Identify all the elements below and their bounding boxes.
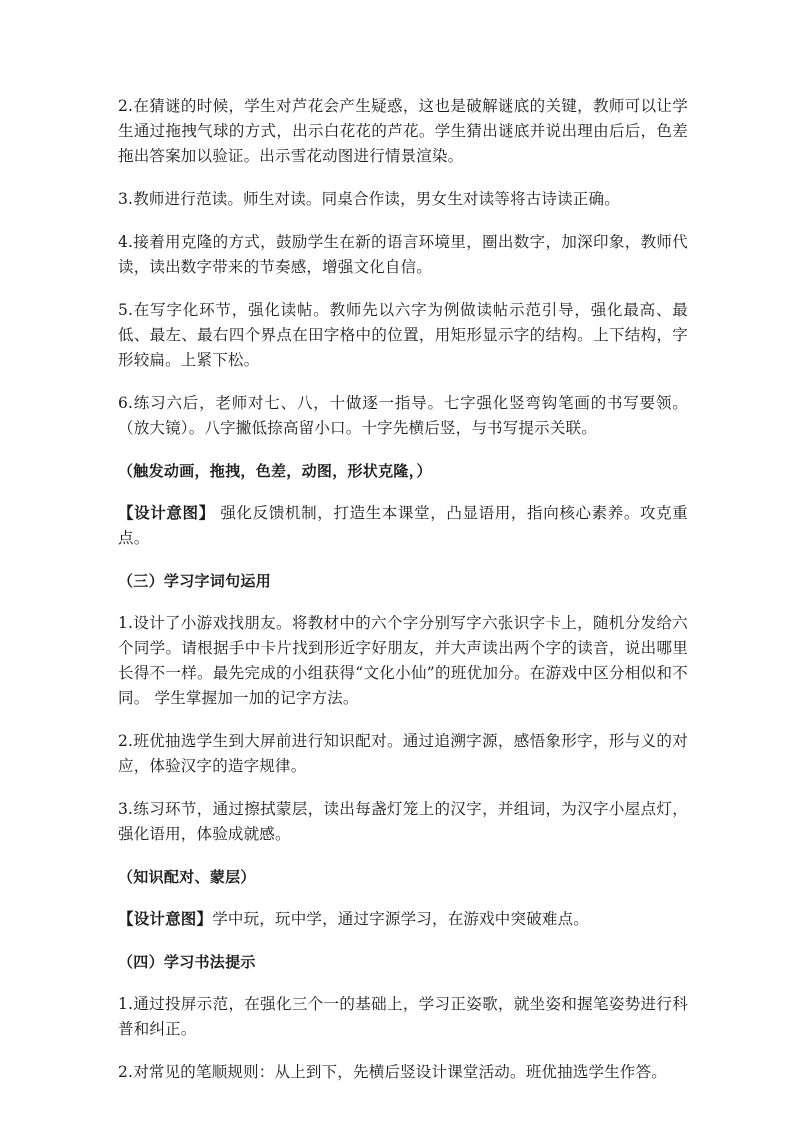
tools-note: （知识配对、蒙层） — [118, 868, 256, 886]
paragraph-writing-practice: 5.在写字化环节，强化读帖。教师先以六字为例做读帖示范引导，强化最高、最低、最左、最右四个界点在田字格中的位置，用矩形显示字的结构。上下结构，字形较扁。上紧下松。 — [118, 301, 688, 369]
paragraph-clone-numbers: 4.接着用克隆的方式，鼓励学生在新的语言环境里，圈出数字，加深印象，教师代读，读出数字带来的节奏感，增强文化自信。 — [118, 233, 688, 276]
paragraph-guessing-riddle: 2.在猜谜的时候，学生对芦花会产生疑惑，这也是破解谜底的关键，教师可以让学生通过拖拽气球的方式，出示白花花的芦花。学生猜出谜底并说出理由后后，色差拖出答案加以验证。出示雪花动图进行情景渲染。 — [118, 97, 688, 165]
design-intent-1 — [118, 501, 688, 551]
design-intent-2 — [118, 907, 688, 932]
paragraph-lantern-practice: 3.练习环节，通过擦拭蒙层，读出每盏灯笼上的汉字，并组词，为汉字小屋点灯，强化语用，体验成就感。 — [118, 800, 688, 843]
paragraph-model-reading: 3.教师进行范读。师生对读。同桌合作读，男女生对读等将古诗读正确。 — [118, 190, 620, 208]
design-intent-label: 【设计意图】 — [118, 504, 215, 522]
paragraph-character-guidance: 6.练习六后，老师对七、八，十做逐一指导。七字强化竖弯钩笔画的书写要领。（放大镜）。八字撇低捺高留小口。十字先横后竖，与书写提示关联。 — [118, 394, 688, 437]
design-intent-text: 学中玩，玩中学，通过字源学习，在游戏中突破难点。 — [212, 910, 590, 928]
tools-note: （触发动画，拖拽，色差，动图，形状克隆，） — [118, 462, 432, 480]
paragraph-posture-demo: 1.通过投屏示范，在强化三个一的基础上，学习正姿歌，就坐姿和握笔姿势进行科普和纠正。 — [118, 995, 688, 1038]
paragraph-find-friends-game: 1.设计了小游戏找朋友。将教材中的六个字分别写字六张识字卡上，随机分发给六个同学。请根据手中卡片找到形近字好朋友，并大声读出两个字的读音，说出哪里长得不一样。最先完成的小组获得“文化小仙”的班优加分。在游戏中区分相似和不同。 学生掌握加一加的记字方法。 — [118, 614, 688, 707]
design-intent-text: 强化反馈机制，打造生本课堂，凸显语用，指向核心素养。攻克重点。 — [118, 504, 688, 547]
design-intent-label: 【设计意图】 — [118, 910, 213, 928]
section-heading-3: （三）学习字词句运用 — [118, 572, 272, 590]
section-heading-4: （四）学习书法提示 — [118, 953, 256, 971]
paragraph-knowledge-matching: 2.班优抽选学生到大屏前进行知识配对。通过追溯字源，感悟象形字，形与义的对应，体验汉字的造字规律。 — [118, 732, 688, 775]
paragraph-stroke-order: 2.对常见的笔顺规则：从上到下，先横后竖设计课堂活动。班优抽选学生作答。 — [118, 1063, 667, 1081]
